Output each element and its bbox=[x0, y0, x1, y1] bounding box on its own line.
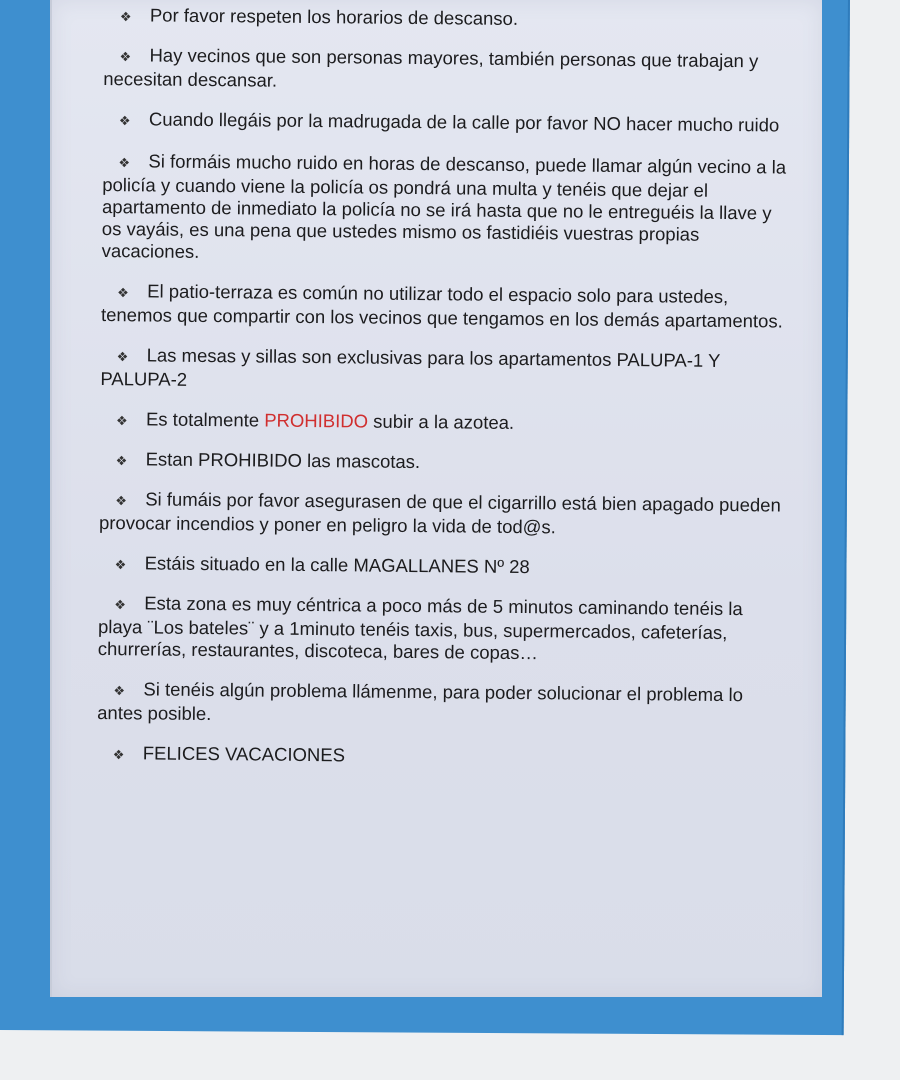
diamond-bullet-icon: ❖ bbox=[118, 155, 131, 171]
rule-contact: ❖ Si tenéis algún problema llámenme, para poder solucionar el problema lo antes posible. bbox=[97, 678, 744, 725]
rule-location-info: ❖ Esta zona es muy céntrica a poco más de 5 minutos caminando tenéis la playa ¨Los bateles¨ y a 1minuto tenéis taxis, bus, supermercados, cafeterías, churrerías, restaurantes, discoteca, bares de copas… bbox=[97, 592, 743, 664]
rule-happy-holidays: ❖ FELICES VACACIONES bbox=[97, 742, 787, 773]
rule-late-arrival: ❖ Cuando llegáis por la madrugada de la calle por favor NO hacer mucho ruido bbox=[103, 108, 793, 139]
rule-shared-terrace: ❖ El patio-terraza es común no utilizar todo el espacio solo para ustedes, tenemos que compartir con los vecinos que tengamos en los demás apartamentos. bbox=[100, 280, 783, 332]
rule-noise-police: ❖ Si formáis mucho ruido en horas de descanso, puede llamar algún vecino a la policía y cuando viene la policía os pondrá una multa y tenéis que dejar el apartamento de inmediato la policía no se irá hasta que no le entreguéis la llave y os vayáis, es una pena que ustedes mismo os fastidiéis vuestras propias vacaciones. bbox=[101, 150, 787, 262]
prohibited-highlight: PROHIBIDO bbox=[264, 409, 369, 432]
diamond-bullet-icon: ❖ bbox=[118, 113, 131, 129]
house-rules-notice bbox=[97, 4, 794, 789]
rule-rooftop-prohibited: ❖ Es totalmente PROHIBIDO subir a la azotea. bbox=[100, 408, 790, 439]
rule-address: ❖ Estáis situado en la calle MAGALLANES Nº 28 bbox=[99, 552, 789, 583]
rule-no-pets: ❖ Estan PROHIBIDO las mascotas. bbox=[100, 448, 790, 479]
diamond-bullet-icon: ❖ bbox=[113, 683, 126, 699]
diamond-bullet-icon: ❖ bbox=[115, 413, 128, 429]
diamond-bullet-icon: ❖ bbox=[114, 597, 126, 613]
diamond-bullet-icon: ❖ bbox=[115, 493, 127, 509]
diamond-bullet-icon: ❖ bbox=[115, 453, 128, 469]
diamond-bullet-icon: ❖ bbox=[114, 557, 127, 573]
diamond-bullet-icon: ❖ bbox=[119, 49, 132, 65]
diamond-bullet-icon: ❖ bbox=[116, 349, 129, 365]
diamond-bullet-icon: ❖ bbox=[112, 747, 125, 763]
rule-elderly-neighbors: ❖ Hay vecinos que son personas mayores, también personas que trabajan y necesitan descansar. bbox=[103, 44, 759, 91]
diamond-bullet-icon: ❖ bbox=[119, 9, 132, 25]
diamond-bullet-icon: ❖ bbox=[117, 285, 129, 301]
rule-tables-chairs: ❖ Las mesas y sillas son exclusivas para los apartamentos PALUPA-1 Y PALUPA-2 bbox=[100, 344, 721, 390]
rule-rest-hours: ❖ Por favor respeten los horarios de descanso. bbox=[104, 4, 794, 35]
rule-smoking: ❖ Si fumáis por favor asegurasen de que el cigarrillo está bien apagado pueden provocar incendios y poner en peligro la vida de tod@s. bbox=[98, 488, 781, 538]
